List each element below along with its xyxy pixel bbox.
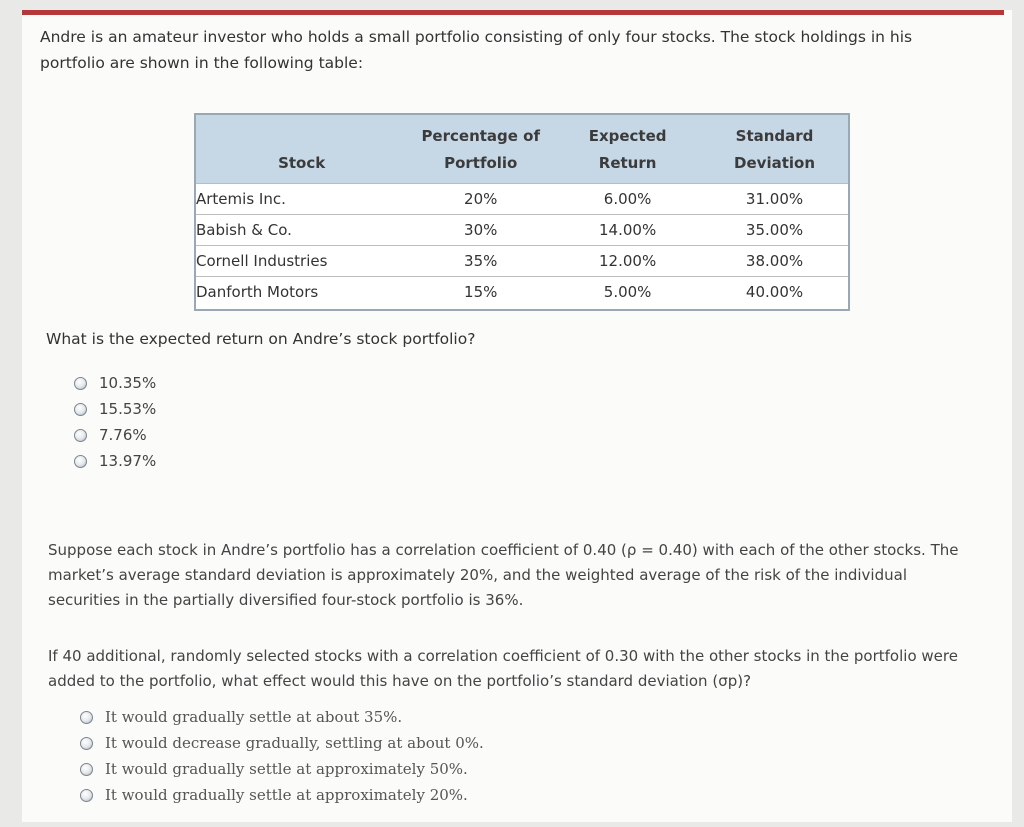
cell-percentage: 20% xyxy=(407,184,554,215)
answer-option[interactable] xyxy=(80,756,484,782)
radio-button[interactable] xyxy=(74,455,87,468)
cell-stock: Babish & Co. xyxy=(196,215,407,246)
cell-standard-deviation: 38.00% xyxy=(701,246,848,277)
answer-option[interactable] xyxy=(80,730,484,756)
header-stock-label: Stock xyxy=(278,154,326,172)
cell-standard-deviation: 31.00% xyxy=(701,184,848,215)
correlation-scenario-text: Suppose each stock in Andre’s portfolio has a correlation coefficient of 0.40 (ρ = 0.40) with each of the other stocks. The market’s average standard deviation is approximately 20%, and the weighted average of the risk of the individual securities in the partially diversified four-stock portfolio is 36%. xyxy=(48,541,959,609)
answer-option[interactable] xyxy=(74,396,156,422)
answer-option[interactable] xyxy=(74,370,156,396)
table-header-row xyxy=(196,115,848,184)
answer-option-label: 13.97% xyxy=(99,452,157,470)
cell-expected-return: 6.00% xyxy=(554,184,701,215)
header-return-line1: Expected xyxy=(588,127,667,145)
radio-button[interactable] xyxy=(80,789,93,802)
header-stock xyxy=(196,115,407,184)
table-row xyxy=(196,277,848,308)
header-percentage-line1: Percentage of xyxy=(421,127,541,145)
header-sd-line2: Deviation xyxy=(734,154,816,172)
question-page xyxy=(22,10,1012,822)
question-1-text: What is the expected return on Andre’s stock portfolio? xyxy=(46,330,476,348)
answer-option[interactable] xyxy=(80,782,484,808)
header-standard-deviation xyxy=(701,115,848,184)
answer-option-label: 7.76% xyxy=(99,426,147,444)
cell-stock: Cornell Industries xyxy=(196,246,407,277)
answer-option-label: 15.53% xyxy=(99,400,157,418)
cell-percentage: 30% xyxy=(407,215,554,246)
cell-expected-return: 5.00% xyxy=(554,277,701,308)
header-sd-line1: Standard xyxy=(735,127,814,145)
cell-standard-deviation: 35.00% xyxy=(701,215,848,246)
stock-table-container xyxy=(194,113,850,311)
question-2-text: If 40 additional, randomly selected stocks with a correlation coefficient of 0.30 with the other stocks in the portfolio were added to the portfolio, what effect would this have on the portfolio’s standard deviation (σp)? xyxy=(48,647,958,690)
answer-option[interactable] xyxy=(80,704,484,730)
table-row xyxy=(196,215,848,246)
answer-option-label: It would gradually settle at approximately 20%. xyxy=(105,786,468,804)
table-row xyxy=(196,184,848,215)
answer-option[interactable] xyxy=(74,422,156,448)
cell-percentage: 15% xyxy=(407,277,554,308)
radio-button[interactable] xyxy=(80,763,93,776)
cell-stock: Danforth Motors xyxy=(196,277,407,308)
table-row xyxy=(196,246,848,277)
stock-holdings-table xyxy=(196,115,848,307)
header-percentage xyxy=(407,115,554,184)
answer-option-label: It would decrease gradually, settling at about 0%. xyxy=(105,734,484,752)
radio-button[interactable] xyxy=(74,403,87,416)
cell-percentage: 35% xyxy=(407,246,554,277)
header-percentage-line2: Portfolio xyxy=(444,154,518,172)
header-expected-return xyxy=(554,115,701,184)
header-return-line2: Return xyxy=(598,154,657,172)
cell-standard-deviation: 40.00% xyxy=(701,277,848,308)
intro-text: Andre is an amateur investor who holds a small portfolio consisting of only four stocks. The stock holdings in his portfolio are shown in the following table: xyxy=(40,28,913,72)
cell-expected-return: 14.00% xyxy=(554,215,701,246)
cell-expected-return: 12.00% xyxy=(554,246,701,277)
radio-button[interactable] xyxy=(80,737,93,750)
answer-option[interactable] xyxy=(74,448,156,474)
header-accent-bar xyxy=(22,10,1004,15)
question-1-options xyxy=(74,370,156,474)
answer-option-label: It would gradually settle at about 35%. xyxy=(105,708,403,726)
radio-button[interactable] xyxy=(74,429,87,442)
answer-option-label: It would gradually settle at approximately 50%. xyxy=(105,760,468,778)
answer-option-label: 10.35% xyxy=(99,374,157,392)
question-2-options xyxy=(80,704,484,808)
radio-button[interactable] xyxy=(80,711,93,724)
radio-button[interactable] xyxy=(74,377,87,390)
cell-stock: Artemis Inc. xyxy=(196,184,407,215)
